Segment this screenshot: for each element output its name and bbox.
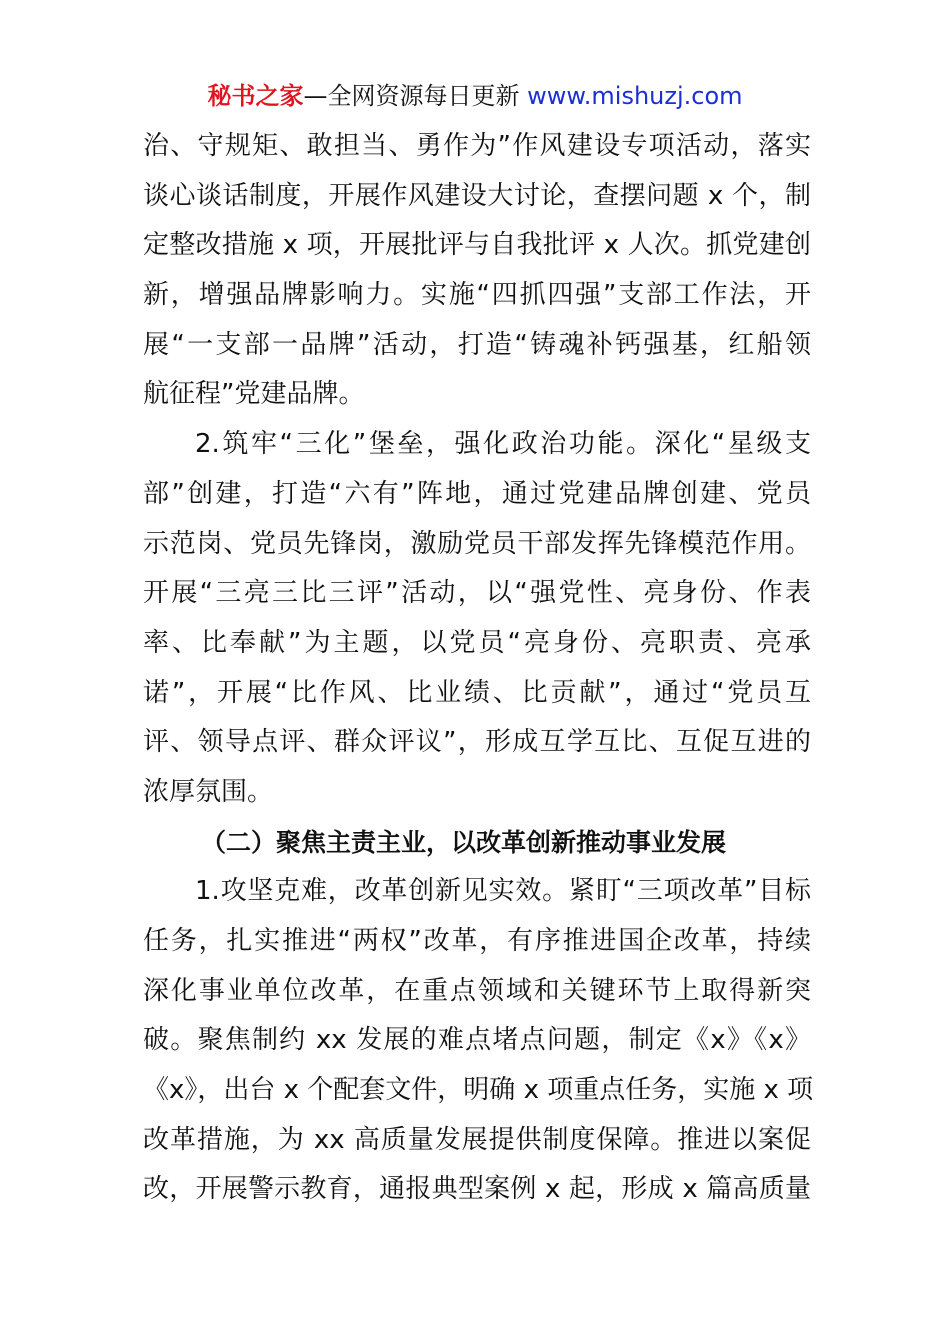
page-header [0,80,950,112]
text-line: 新，增强品牌影响力。实施“四抓四强”支部工作法，开 [143,280,811,311]
text-line: 浓厚氛围。 [143,776,274,807]
text-line: 部”创建，打造“六有”阵地，通过党建品牌创建、党员 [143,478,811,509]
text-line: 改革措施，为 xx 高质量发展提供制度保障。推进以案促 [143,1124,811,1155]
text-line: 任务，扎实推进“两权”改革，有序推进国企改革，持续 [143,926,811,956]
document-body [143,122,814,1215]
site-tagline: —全网资源每日更新 [303,82,528,110]
text-line: 破。聚焦制约 xx 发展的难点堵点问题，制定《x》《x》 [143,1025,811,1056]
text-line: 开展“三亮三比三评”活动，以“强党性、亮身份、作表 [143,578,811,609]
text-line: 治、守规矩、敢担当、勇作为”作风建设专项活动，落实 [143,131,811,161]
text-line: 评、领导点评、群众评议”，形成互学互比、互促互进的 [143,727,811,758]
text-line: 航征程”党建品牌。 [143,379,365,410]
text-line: 展“一支部一品牌”活动，打造“铸魂补钙强基，红船领 [143,329,811,360]
text-line: 定整改措施 x 项，开展批评与自我批评 x 人次。抓党建创 [143,230,811,261]
text-line: 2.筑牢“三化”堡垒，强化政治功能。深化“星级支 [195,429,811,460]
text-line: 诺”，开展“比作风、比业绩、比贡献”，通过“党员互 [143,677,811,708]
text-line: 1.攻坚克难，改革创新见实效。紧盯“三项改革”目标 [195,876,811,907]
text-line: 《x》，出台 x 个配套文件，明确 x 项重点任务，实施 x 项 [143,1075,814,1106]
site-brand: 秘书之家 [207,82,304,110]
text-line: 谈心谈话制度，开展作风建设大讨论，查摆问题 x 个，制 [143,180,811,211]
site-url-link[interactable]: www.mishuzj.com [527,82,743,110]
section-heading: （二）聚焦主责主业，以改革创新推动事业发展 [201,827,727,857]
text-line: 率、比奉献”为主题，以党员“亮身份、亮职责、亮承 [143,627,811,658]
text-line: 示范岗、党员先锋岗，激励党员干部发挥先锋模范作用。 [143,528,811,559]
text-line: 改，开展警示教育，通报典型案例 x 起，形成 x 篇高质量 [143,1174,811,1205]
text-line: 深化事业单位改革，在重点领域和关键环节上取得新突 [143,975,811,1006]
